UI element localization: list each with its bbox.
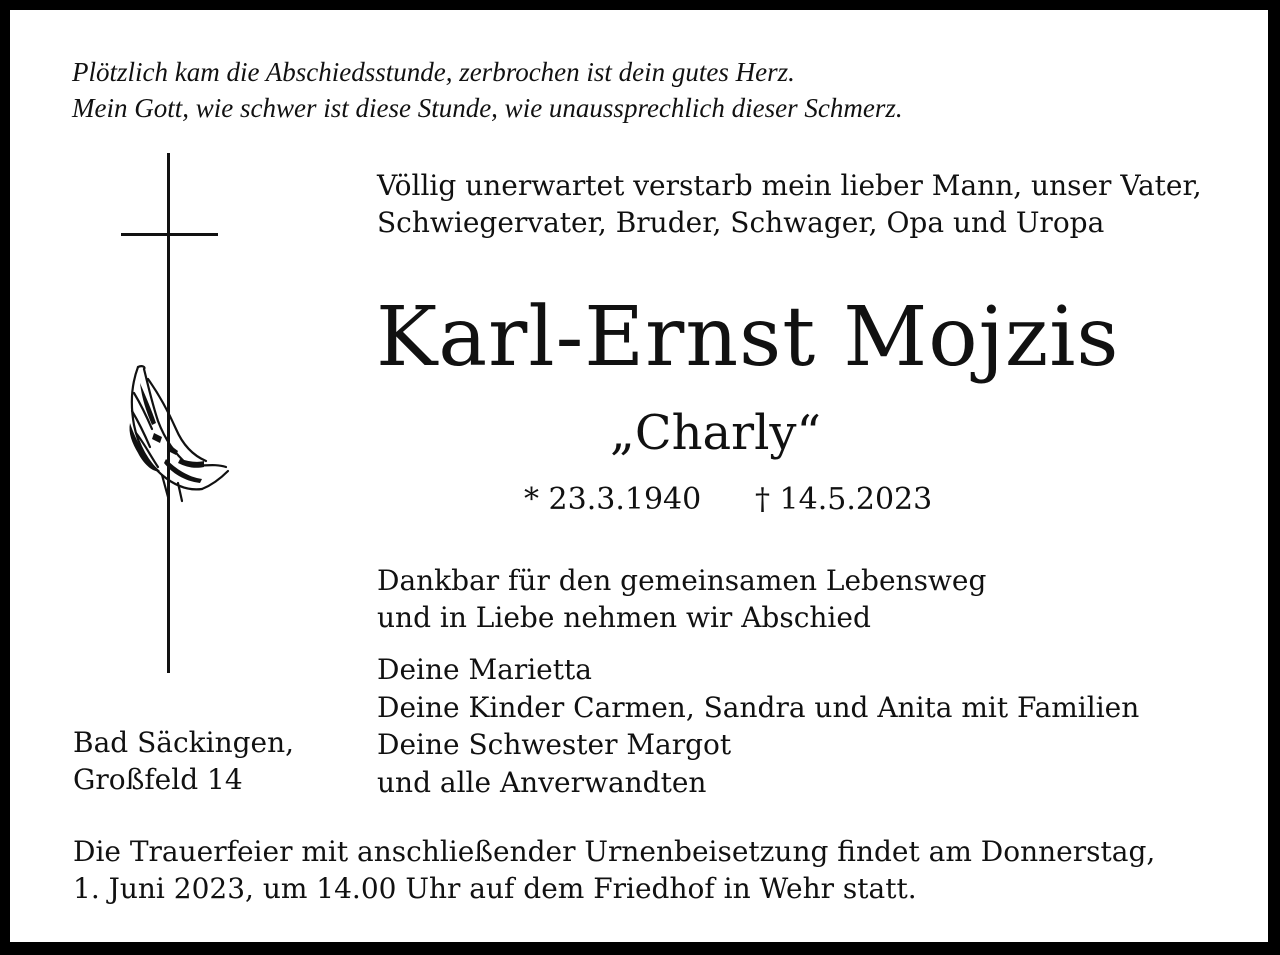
verse-line-1: Plötzlich kam die Abschiedsstunde, zerbrochen ist dein gutes Herz. [72, 57, 795, 87]
praying-hands-icon [118, 363, 230, 503]
address-line-2: Großfeld 14 [73, 763, 243, 796]
cross-bar [121, 233, 218, 236]
thanks-line-1: Dankbar für den gemeinsamen Lebensweg [377, 564, 987, 597]
address [73, 724, 294, 798]
ceremony-line-1: Die Trauerfeier mit anschließender Urnenbeisetzung findet am Donnerstag, [73, 835, 1156, 868]
deceased-name: Karl-Ernst Mojzis [376, 290, 1120, 385]
family-member: Deine Kinder Carmen, Sandra und Anita mit Familien [377, 690, 1140, 724]
family-list [377, 651, 1139, 801]
intro-line-2: Schwiegervater, Bruder, Schwager, Opa und Uropa [377, 206, 1105, 239]
thanks-text [377, 562, 986, 636]
thanks-line-2: und in Liebe nehmen wir Abschied [377, 601, 871, 634]
family-member: und alle Anverwandten [377, 765, 707, 799]
death-date: † 14.5.2023 [755, 482, 933, 517]
verse-line-2: Mein Gott, wie schwer ist diese Stunde, wie unaussprechlich dieser Schmerz. [72, 93, 903, 123]
family-member: Deine Schwester Margot [377, 728, 732, 761]
birth-date: * 23.3.1940 [524, 482, 702, 517]
ceremony-line-2: 1. Juni 2023, um 14.00 Uhr auf dem Friedhof in Wehr statt. [73, 872, 917, 905]
intro-text [377, 167, 1202, 241]
verse [72, 54, 903, 126]
family-member: Deine Marietta [377, 653, 592, 686]
intro-line-1: Völlig unerwartet verstarb mein lieber Mann, unser Vater, [377, 169, 1202, 202]
ceremony-notice [73, 833, 1155, 907]
address-line-1: Bad Säckingen, [73, 726, 295, 759]
obituary-card [10, 10, 1268, 942]
deceased-nickname: „Charly“ [610, 405, 822, 461]
